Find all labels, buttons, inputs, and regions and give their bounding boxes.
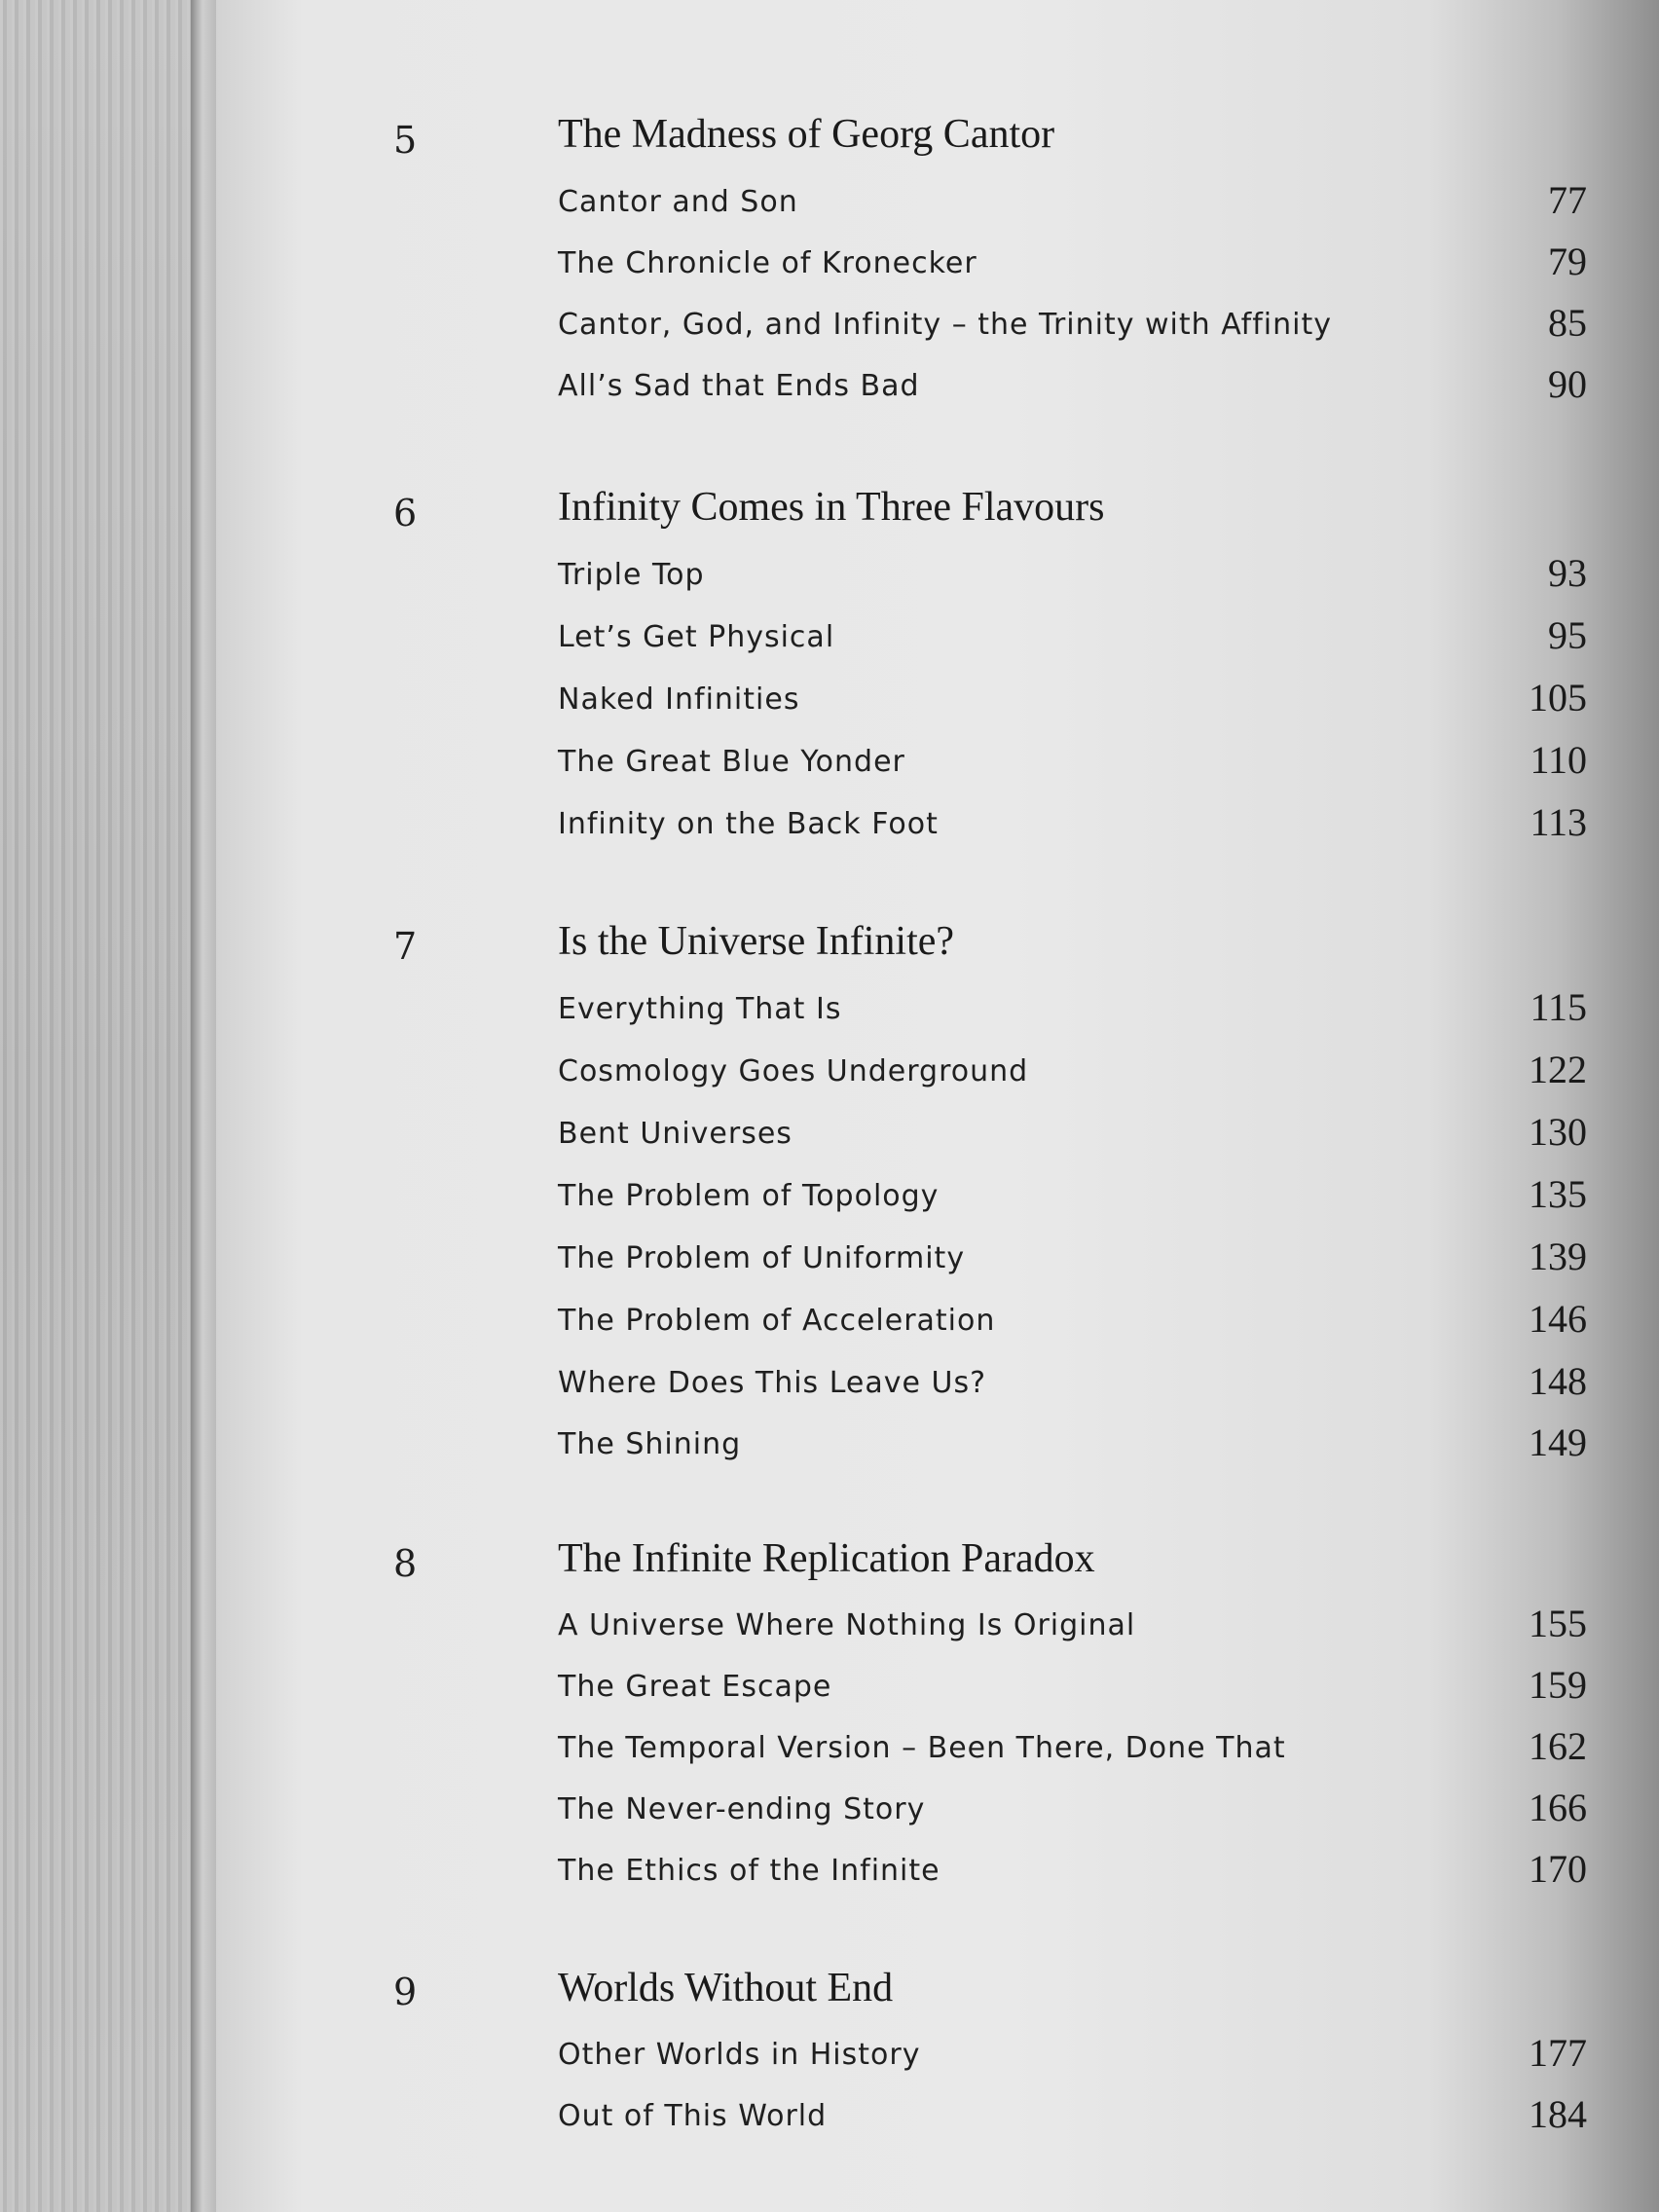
toc-entry-title: The Shining xyxy=(558,1427,742,1461)
chapter-number: 9 xyxy=(393,1971,418,2013)
toc-entry-page: 115 xyxy=(1530,985,1587,1029)
toc-entry-page: 155 xyxy=(1529,1602,1587,1645)
toc-entry-title: Bent Universes xyxy=(558,1117,793,1151)
toc-entry-title: Where Does This Leave Us? xyxy=(558,1366,987,1400)
toc-entry-page: 148 xyxy=(1529,1359,1587,1403)
toc-entry-page: 177 xyxy=(1529,2031,1587,2075)
toc-entry-title: The Ethics of the Infinite xyxy=(558,1854,940,1888)
toc-entry-title: The Great Blue Yonder xyxy=(558,745,905,779)
chapter-title: The Madness of Georg Cantor xyxy=(558,112,1055,157)
chapter-title: Worlds Without End xyxy=(558,1966,894,2010)
toc-entry-page: 79 xyxy=(1548,240,1587,283)
toc-entry-title: Cantor, God, and Infinity – the Trinity with Affinity xyxy=(558,308,1332,342)
toc-entry-page: 135 xyxy=(1529,1172,1587,1216)
toc-entry-title: All’s Sad that Ends Bad xyxy=(558,369,920,403)
chapter-number: 6 xyxy=(393,492,418,535)
toc-entry-page: 184 xyxy=(1529,2092,1587,2136)
toc-entry-title: Infinity on the Back Foot xyxy=(558,807,939,841)
toc-entry-page: 170 xyxy=(1529,1847,1587,1891)
toc-entry-page: 139 xyxy=(1529,1235,1587,1278)
toc-entry-page: 130 xyxy=(1529,1110,1587,1154)
toc-entry-page: 110 xyxy=(1530,738,1587,782)
toc-entry-page: 77 xyxy=(1548,178,1587,222)
toc-entry-title: The Problem of Acceleration xyxy=(558,1304,996,1338)
toc-entry-title: Let’s Get Physical xyxy=(558,620,835,654)
toc-entry-page: 95 xyxy=(1548,613,1587,657)
chapter-number: 8 xyxy=(393,1542,418,1585)
toc-entry-title: Out of This World xyxy=(558,2099,828,2133)
toc-entry-title: The Problem of Topology xyxy=(558,1179,940,1213)
toc-entry-title: Everything That Is xyxy=(558,992,842,1026)
toc-entry-title: The Never-ending Story xyxy=(558,1792,926,1826)
chapter-number: 5 xyxy=(393,119,418,162)
toc-entry-title: Triple Top xyxy=(558,558,705,592)
background-surface xyxy=(0,0,208,2212)
toc-entry-title: Other Worlds in History xyxy=(558,2038,921,2072)
toc-entry-page: 113 xyxy=(1530,800,1587,844)
toc-entry-page: 105 xyxy=(1529,676,1587,719)
toc-entry-title: Cosmology Goes Underground xyxy=(558,1054,1029,1088)
toc-entry-page: 146 xyxy=(1529,1297,1587,1341)
toc-entry-title: The Great Escape xyxy=(558,1670,832,1704)
toc-entry-title: The Temporal Version – Been There, Done That xyxy=(558,1731,1286,1765)
toc-entry-page: 85 xyxy=(1548,301,1587,345)
toc-entry-title: The Chronicle of Kronecker xyxy=(558,246,977,280)
toc-entry-page: 159 xyxy=(1529,1663,1587,1707)
toc-entry-title: The Problem of Uniformity xyxy=(558,1241,966,1275)
toc-entry-title: A Universe Where Nothing Is Original xyxy=(558,1608,1136,1642)
toc-entry-page: 90 xyxy=(1548,362,1587,406)
chapter-title: Infinity Comes in Three Flavours xyxy=(558,485,1105,530)
chapter-title: Is the Universe Infinite? xyxy=(558,919,955,964)
toc-entry-page: 166 xyxy=(1529,1786,1587,1829)
toc-entry-page: 122 xyxy=(1529,1048,1587,1091)
toc-entry-page: 149 xyxy=(1529,1420,1587,1464)
toc-entry-page: 93 xyxy=(1548,551,1587,595)
chapter-title: The Infinite Replication Paradox xyxy=(558,1536,1095,1581)
toc-entry-title: Naked Infinities xyxy=(558,682,800,717)
toc-entry-title: Cantor and Son xyxy=(558,185,798,219)
toc-entry-page: 162 xyxy=(1529,1724,1587,1768)
chapter-number: 7 xyxy=(393,925,418,968)
